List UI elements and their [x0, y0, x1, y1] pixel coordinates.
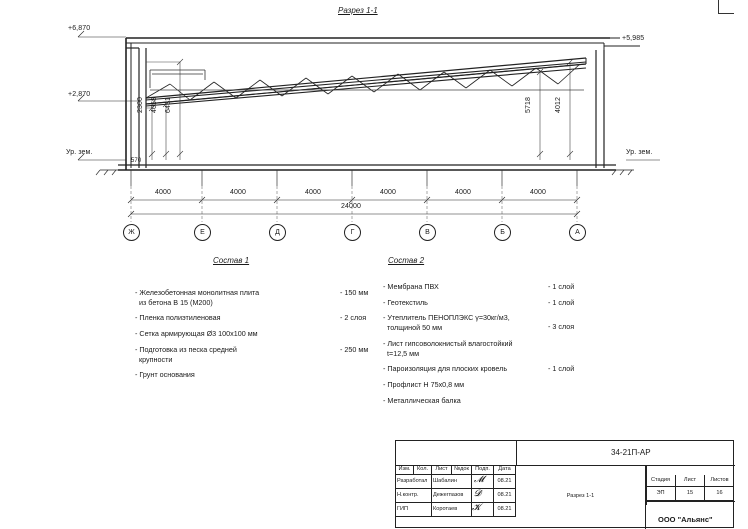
th-data: Дата: [494, 465, 516, 475]
tb-role-3: ГИП: [396, 503, 432, 517]
th-podp: Подп.: [472, 465, 494, 475]
tb-divider-h1: [396, 465, 735, 466]
tb-name-1: Шабалин: [432, 475, 472, 489]
span-dim-4: 4000: [380, 189, 396, 196]
vdim-4658: 4658: [151, 97, 158, 113]
spec2-item-7: - Металлическая балка: [383, 395, 461, 405]
spec1-item-5: - Грунт основания: [135, 370, 195, 380]
vdim-5718: 5718: [525, 97, 532, 113]
axis-bubble-a: А: [569, 224, 586, 241]
tb-sheets-value: 16: [705, 487, 734, 501]
span-dim-3: 4000: [305, 189, 321, 196]
section-title: Разрез 1-1: [338, 6, 378, 15]
span-dim-2: 4000: [230, 189, 246, 196]
tb-divider-v1: [516, 441, 517, 465]
spec1-item-4: - Подготовка из песка средней - 250 мм крупности: [135, 344, 369, 364]
spec1-item-3: - Сетка армирующая Ø3 100х100 мм: [135, 329, 258, 339]
axis-bubble-b: Б: [494, 224, 511, 241]
vdim-6431: 6431: [165, 97, 172, 113]
elevation-mid-left: +2,870: [68, 91, 91, 98]
axis-bubble-v: В: [419, 224, 436, 241]
tb-role-2: Н.контр.: [396, 489, 432, 503]
tb-divider-v2: [646, 465, 647, 505]
tb-name-3: Коротаев: [432, 503, 472, 517]
tb-stage-value: ЭП: [646, 487, 676, 501]
spec1-title: Состав 1: [213, 256, 250, 265]
ground-level-right: Ур. зем.: [626, 149, 653, 156]
spec1-item-2: - Пленка полиэтиленовая - 2 слоя: [135, 313, 367, 323]
tb-stage-header: Стадия: [646, 475, 676, 487]
axis-bubble-g: Г: [344, 224, 361, 241]
tb-date-2: 08.21: [494, 489, 516, 503]
span-dim-1: 4000: [155, 189, 171, 196]
th-list: Лист: [432, 465, 452, 475]
tb-organisation: ООО "Альянс": [658, 515, 713, 524]
spec2-list: [383, 282, 643, 411]
signature-2: 𝓓: [474, 488, 481, 498]
signature-3: 𝓚: [472, 502, 481, 512]
tb-divider-h2: [646, 501, 735, 502]
vdim-4012: 4012: [555, 97, 562, 113]
axis-bubble-d: Д: [269, 224, 286, 241]
spec2-item-3: - Утеплитель ПЕНОПЛЭКС γ=30кг/м3, - 3 слоя толщиной 50 мм: [383, 313, 575, 333]
elevation-right: +5,985: [622, 35, 645, 42]
vdim-570: 570: [131, 158, 142, 164]
spec2-item-5: - Пароизоляция для плоских кровель - 1 слой: [383, 364, 575, 374]
tb-date-1: 08.21: [494, 475, 516, 489]
tb-date-3: 08.21: [494, 503, 516, 517]
axis-bubble-zh: Ж: [123, 224, 140, 241]
th-ndok: №док: [452, 465, 472, 475]
axis-bubble-e: Е: [194, 224, 211, 241]
th-kol: Кол.: [414, 465, 432, 475]
elevation-top-left: +6,870: [68, 25, 91, 32]
tb-drawing-name: Разрез 1-1: [516, 465, 646, 529]
drawing-code: 34-21П-АР: [611, 448, 651, 457]
title-block: [395, 440, 734, 528]
spec2-item-1: - Мембрана ПВХ - 1 слой: [383, 282, 575, 291]
tb-sheet-header: Лист: [676, 475, 705, 487]
spec2-item-4: - Лист гипсоволокнистый влагостойкий t=12,5 мм: [383, 338, 513, 358]
tb-sheets-header: Листов: [705, 475, 734, 487]
span-dim-5: 4000: [455, 189, 471, 196]
spec1-list: [135, 288, 395, 386]
total-dim: 24000: [341, 203, 361, 210]
th-izm: Изм.: [396, 465, 414, 475]
span-dim-6: 4000: [530, 189, 546, 196]
spec1-item-1: - Железобетонная монолитная плита - 150 мм из бетона В 15 (М200): [135, 288, 369, 307]
vdim-2300: 2300: [137, 97, 144, 113]
tb-sheet-value: 15: [676, 487, 705, 501]
spec2-title: Состав 2: [388, 256, 425, 265]
tb-name-2: Дежегпазов: [432, 489, 472, 503]
signature-1: 𝓜: [474, 474, 485, 484]
spec2-item-2: - Геотекстиль - 1 слой: [383, 297, 575, 307]
tb-role-1: Разработал: [396, 475, 432, 489]
spec2-item-6: - Профлист Н 75х0,8 мм: [383, 380, 465, 390]
ground-level-left: Ур. зем.: [66, 149, 93, 156]
